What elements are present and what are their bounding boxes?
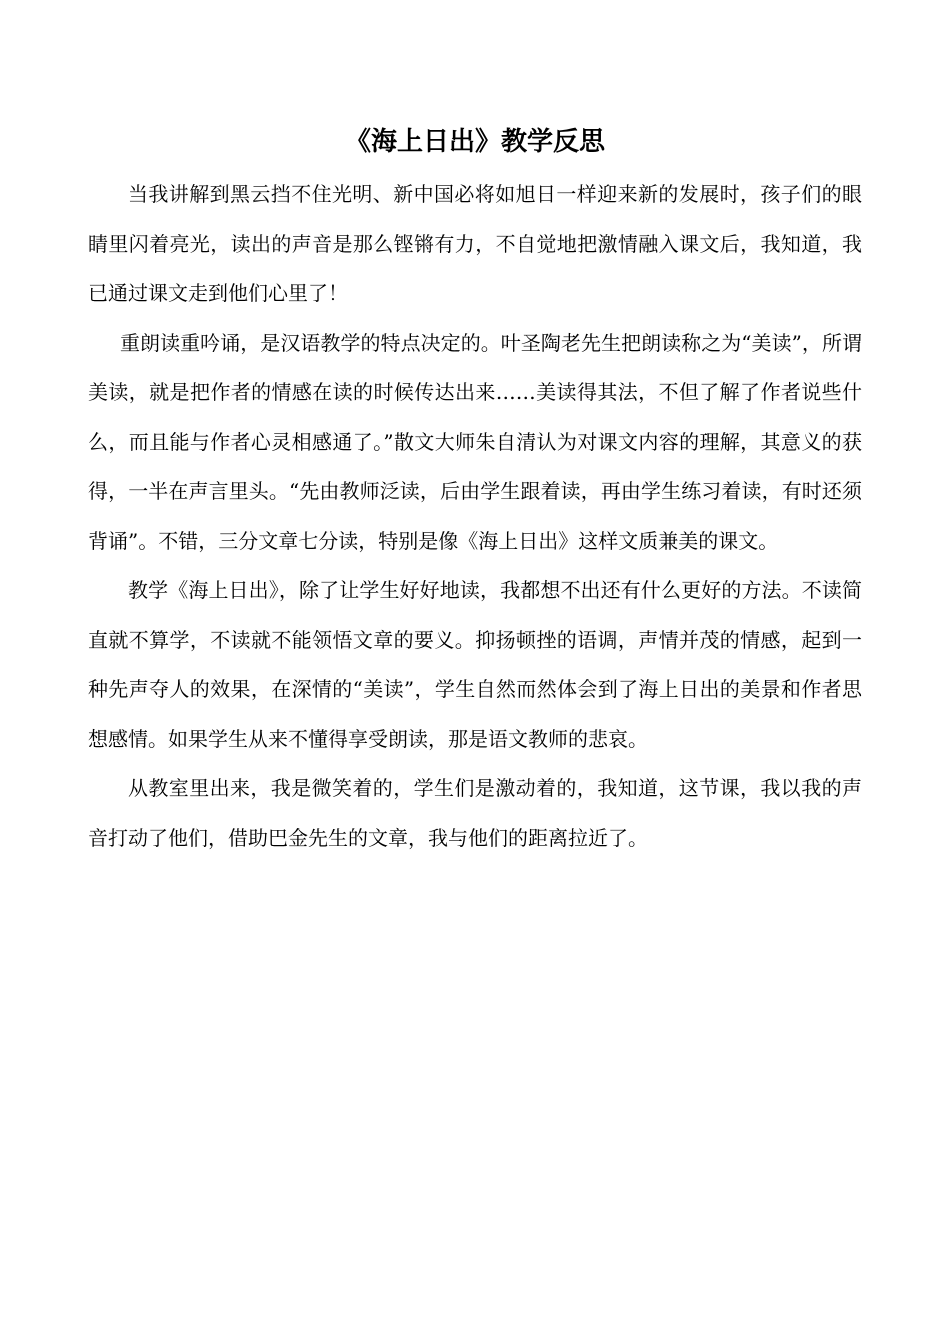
document-title: 《海上日出》教学反思: [344, 127, 605, 157]
paragraph-1: 当我讲解到黑云挡不住光明、新中国必将如旭日一样迎来新的发展时，孩子们的眼睛里闪着亮光，读出的声音是那么铿锵有力，不自觉地把激情融入课文后，我知道，我已通过课文走到他们心里了！: [88, 182, 862, 305]
paragraph-2: 重朗读重吟诵，是汉语教学的特点决定的。叶圣陶老先生把朗读称之为“美读”，所谓美读，就是把作者的情感在读的时候传达出来……美读得其法，不但了解了作者说些什么，而且能与作者心灵相感通了。”散文大师朱自清认为对课文内容的理解，其意义的获得，一半在声言里头。“先由教师泛读，后由学生跟着读，再由学生练习着读，有时还须背诵”。不错，三分文章七分读，特别是像《海上日出》这样文质兼美的课文。: [88, 330, 862, 553]
paragraph-3: 教学《海上日出》，除了让学生好好地读，我都想不出还有什么更好的方法。不读简直就不算学，不读就不能领悟文章的要义。抑扬顿挫的语调，声情并茂的情感，起到一种先声夺人的效果，在深情的“美读”，学生自然而然体会到了海上日出的美景和作者思想感情。如果学生从来不懂得享受朗读，那是语文教师的悲哀。: [88, 578, 862, 751]
document-body: [88, 170, 862, 863]
paragraph-4: 从教室里出来，我是微笑着的，学生们是激动着的，我知道，这节课，我以我的声音打动了他们，借助巴金先生的文章，我与他们的距离拉近了。: [88, 776, 862, 850]
